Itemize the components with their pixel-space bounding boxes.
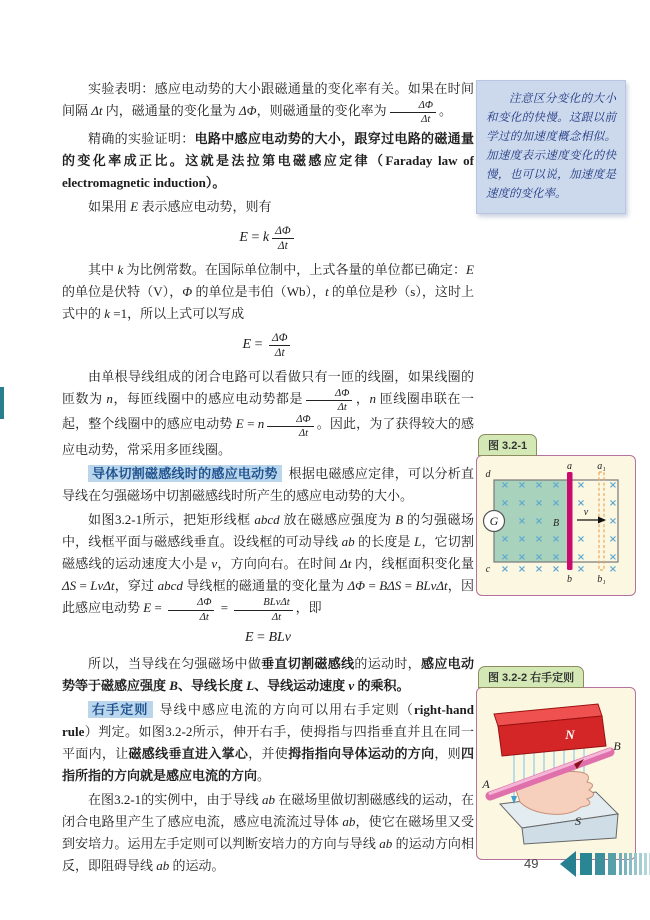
arrow-bar — [619, 853, 622, 875]
section-cutting-flux-text: 根据电磁感应定律，可以分析直导线在匀强磁场中切割磁感线时所产生的感应电动势的大小。 — [62, 466, 474, 504]
main-text-column — [62, 78, 474, 879]
paragraph-blv-conclusion: 所以，当导线在匀强磁场中做垂直切割磁感线的运动时，感应电动势等于磁感应强度 B、导线长度 L、导线运动速度 v 的乘积。 — [62, 655, 474, 693]
svg-text:×: × — [608, 534, 618, 545]
arrow-bar — [644, 853, 647, 875]
svg-text:×: × — [576, 498, 586, 509]
svg-text:×: × — [576, 552, 586, 563]
formula-e-blv: E = BLv — [244, 629, 292, 645]
figure-3-2-2 — [476, 666, 636, 860]
svg-text:×: × — [608, 516, 618, 527]
figure-3-2-1 — [476, 434, 636, 596]
svg-text:×: × — [534, 516, 544, 527]
arrow-bar — [580, 853, 592, 875]
paragraph-emf-symbol: 如果用 E 表示感应电动势，则有 — [88, 198, 272, 214]
arrow-bar — [634, 853, 637, 875]
south-pole-label: S — [575, 814, 581, 828]
arrow-head — [560, 851, 576, 877]
figure-3-2-1-canvas — [476, 455, 636, 596]
paragraph-experiment-result: 实验表明：感应电动势的大小跟磁通量的变化率有关。如果在时间间隔 Δt 内，磁通量的变化量为 ΔΦ，则磁通量的变化率为 $\frac{\Delta\Phi}{\Delta t}$ 。 — [62, 81, 474, 126]
svg-text:×: × — [500, 498, 510, 509]
svg-text:×: × — [551, 534, 561, 545]
paragraph-units: 其中 k 为比例常数。在国际单位制中，上式各量的单位都已确定：E 的单位是伏特（V），Φ 的单位是韦伯（Wb），t 的单位是秒（s），这时上式中的 k =1，所以上式可以写成 — [62, 261, 474, 321]
svg-text:×: × — [608, 552, 618, 563]
rod-end-label-b: B — [613, 739, 621, 753]
velocity-label: v — [583, 507, 589, 518]
svg-text:×: × — [551, 552, 561, 563]
paragraph-faraday-law: 精确的实验证明：电路中感应电动势的大小，跟穿过电路的磁通量的变化率成正比。这就是法拉第电磁感应定律（Faraday law of electromagnetic induction）。 — [62, 130, 474, 190]
right-hand-rule-diagram — [480, 692, 630, 850]
svg-text:×: × — [576, 480, 586, 491]
svg-text:×: × — [534, 564, 544, 575]
arrow-bar — [624, 853, 627, 875]
svg-text:×: × — [551, 564, 561, 575]
field-label: B — [552, 518, 560, 529]
circuit-diagram — [480, 460, 630, 586]
svg-text:×: × — [500, 534, 510, 545]
paragraph-fig321-derivation: 如图3.2-1所示，把矩形线框 abcd 放在磁感应强度为 B 的匀强磁场中，线框平面与磁感线垂直。设线框的可动导线 ab 的长度是 L，它切割磁感线的运动速度大小是 v，方向向右。在时间 Δt 内，线框面积变化量 ΔS = LvΔt，穿过 abcd 导线框的磁通量的变化量为 ΔΦ = BΔS = BLvΔt，因此感应电动势 E = $\frac{\Delta\Phi}{\Delta t}$ = $\frac{\text{BLvΔt}}{\Delta t}$ ，即 — [62, 512, 474, 623]
section-cutting-flux — [62, 463, 474, 507]
rod-bottom-label-b: b — [567, 574, 572, 585]
galvanometer-label: G — [489, 514, 499, 528]
velocity-arrowhead — [598, 517, 606, 524]
arrow-bar — [595, 853, 605, 875]
svg-text:×: × — [576, 564, 586, 575]
svg-text:×: × — [608, 498, 618, 509]
phantom-bottom-label-b1: b₁ — [597, 574, 606, 585]
svg-text:×: × — [551, 498, 561, 509]
margin-note-box: 注意区分变化的大小和变化的快慢。这跟以前学过的加速度概念相似。加速度表示速度变化的快慢，也可以说，加速度是速度的变化率。 — [476, 80, 626, 214]
svg-text:×: × — [608, 480, 618, 491]
svg-text:×: × — [500, 564, 510, 575]
section-label-right-hand-rule: 右手定则 — [88, 701, 153, 718]
svg-text:×: × — [551, 480, 561, 491]
arrow-bar — [629, 853, 632, 875]
north-pole-label: N — [565, 727, 575, 742]
svg-text:×: × — [517, 516, 527, 527]
corner-label-d: d — [485, 469, 491, 480]
formula-emf: E = $\frac{\Delta\Phi}{\Delta t}$ — [62, 332, 474, 359]
section-right-hand-rule — [62, 699, 474, 787]
formula-emf-proportional: E = k $\frac{\Delta\Phi}{\Delta t}$ — [62, 225, 474, 252]
rod-end-label-a: A — [482, 777, 490, 791]
svg-text:×: × — [534, 480, 544, 491]
paragraph-coil-turns: 由单根导线组成的闭合电路可以看做只有一匝的线圈，如果线圈的匝数为 n，每匝线圈中的感应电动势都是 $\frac{\Delta\Phi}{\Delta t}$ ，n 匝线圈串联在一起，整个线圈中的感应电动势 E = n $\frac{\Delta\Phi}{\Delta t}$ 。因此，为了获得较大的感应电动势，常采用多匝线圈。 — [62, 368, 474, 458]
svg-text:×: × — [517, 564, 527, 575]
figure-3-2-2-canvas — [476, 687, 636, 860]
svg-text:×: × — [517, 534, 527, 545]
svg-text:×: × — [608, 564, 618, 575]
figure-3-2-2-tab: 图 3.2-2 右手定则 — [478, 666, 584, 688]
corner-label-c: c — [485, 564, 491, 575]
conductor-rod-ab — [567, 472, 573, 570]
rod-top-label-a: a — [567, 461, 572, 472]
arrow-bar — [639, 853, 642, 875]
svg-text:×: × — [534, 498, 544, 509]
svg-text:×: × — [517, 552, 527, 563]
paragraph-ampere-force: 在图3.2-1的实例中，由于导线 ab 在磁场里做切割磁感线的运动，在闭合电路里产生了感应电流，感应电流流过导体 ab，使它在磁场里又受到安培力。运用左手定则可以判断安培力的方向与导线 ab 的运动方向相反，即阻碍导线 ab 的运动。 — [62, 791, 474, 873]
svg-text:×: × — [517, 498, 527, 509]
section-right-hand-rule-text: 导线中感应电流的方向可以用右手定则（right-hand rule）判定。如图3.2-2所示，伸开右手，使拇指与四指垂直并且在同一平面内，让磁感线垂直进入掌心，并使拇指指向导体运动的方向，则四指所指的方向就是感应电流的方向。 — [62, 701, 474, 783]
svg-text:×: × — [500, 480, 510, 491]
svg-text:×: × — [534, 552, 544, 563]
svg-text:×: × — [500, 552, 510, 563]
phantom-top-label-a1: a₁ — [597, 461, 606, 472]
figure-3-2-1-tab: 图 3.2-1 — [478, 434, 537, 456]
arrow-bar — [608, 853, 616, 875]
footer-arrow-graphic — [560, 851, 650, 877]
left-edge-mark — [0, 387, 4, 419]
svg-text:×: × — [534, 534, 544, 545]
page-number: 49 — [524, 856, 539, 871]
section-label-cutting-flux: 导体切割磁感线时的感应电动势 — [88, 465, 282, 482]
svg-text:×: × — [576, 534, 586, 545]
svg-text:×: × — [517, 480, 527, 491]
